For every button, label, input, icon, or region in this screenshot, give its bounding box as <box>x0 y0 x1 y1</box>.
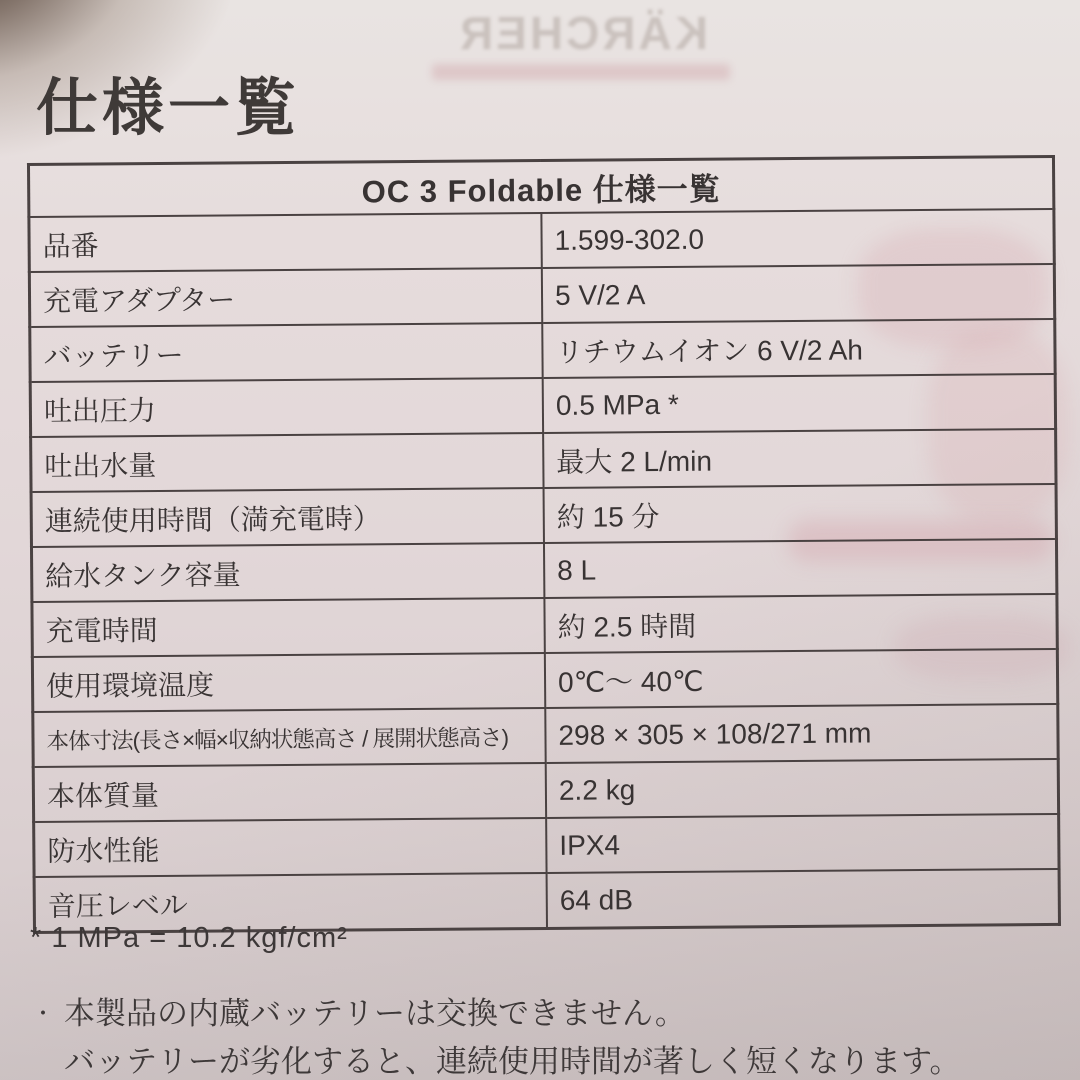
spec-label: 吐出水量 <box>31 433 544 492</box>
spec-label: 品番 <box>29 213 542 272</box>
page-title: 仕様一覧 <box>36 73 301 143</box>
spec-row <box>30 374 1055 437</box>
spec-row <box>31 429 1056 492</box>
battery-note-row <box>32 990 1052 1038</box>
spec-value: 8 L <box>544 539 1057 598</box>
battery-notes <box>32 990 1052 1080</box>
karcher-logo-showthrough: KÄRCHER <box>457 7 708 59</box>
spec-row <box>32 649 1057 712</box>
spec-value: 最大 2 L/min <box>543 429 1056 488</box>
spec-label: 防水性能 <box>34 818 547 877</box>
spec-label: 本体寸法(長さ×幅×収納状態高さ / 展開状態高さ) <box>33 708 546 767</box>
spec-label: バッテリー <box>30 323 543 382</box>
spec-table <box>27 155 1061 934</box>
battery-note-line2: バッテリーが劣化すると、連続使用時間が著しく短くなります。 <box>64 1044 961 1079</box>
spec-row <box>32 594 1057 657</box>
spec-value: 約 15 分 <box>544 484 1057 543</box>
spec-label: 給水タンク容量 <box>31 543 544 602</box>
spec-row <box>29 209 1054 272</box>
spec-table-body <box>29 209 1060 933</box>
spec-label: 吐出圧力 <box>30 378 543 437</box>
bullet-marker: ・ <box>32 1001 55 1026</box>
pressure-conversion-footnote: * 1 MPa = 10.2 kgf/cm² <box>30 922 348 954</box>
spec-row <box>34 814 1059 877</box>
spec-label: 充電アダプター <box>29 268 542 327</box>
spec-value: 64 dB <box>547 869 1060 929</box>
spec-row <box>31 484 1056 547</box>
spec-value: リチウムイオン 6 V/2 Ah <box>542 319 1055 378</box>
spec-table-title: OC 3 Foldable 仕様一覧 <box>28 156 1053 217</box>
spec-row <box>31 539 1056 602</box>
spec-value: 2.2 kg <box>546 759 1059 818</box>
spec-label: 音圧レベル <box>34 873 547 933</box>
spec-table-header-row <box>28 156 1053 217</box>
logo-underline-showthrough <box>432 64 730 80</box>
spec-value: 1.599-302.0 <box>541 209 1054 268</box>
spec-value: 5 V/2 A <box>542 264 1055 323</box>
spec-value: 0℃～ 40℃ <box>545 649 1058 708</box>
spec-value: 298 × 305 × 108/271 mm <box>545 704 1058 763</box>
spec-label: 使用環境温度 <box>32 653 545 712</box>
spec-value: 0.5 MPa * <box>543 374 1056 433</box>
battery-note-line1: 本製品の内蔵バッテリーは交換できません。 <box>64 996 686 1031</box>
spec-row <box>29 264 1054 327</box>
spec-value: IPX4 <box>546 814 1059 873</box>
spec-row <box>33 759 1058 822</box>
spec-label: 本体質量 <box>33 763 546 822</box>
spec-label: 連続使用時間（満充電時） <box>31 488 544 547</box>
spec-label: 充電時間 <box>32 598 545 657</box>
spec-row <box>30 319 1055 382</box>
spec-value: 約 2.5 時間 <box>544 594 1057 653</box>
spec-row <box>33 704 1058 767</box>
